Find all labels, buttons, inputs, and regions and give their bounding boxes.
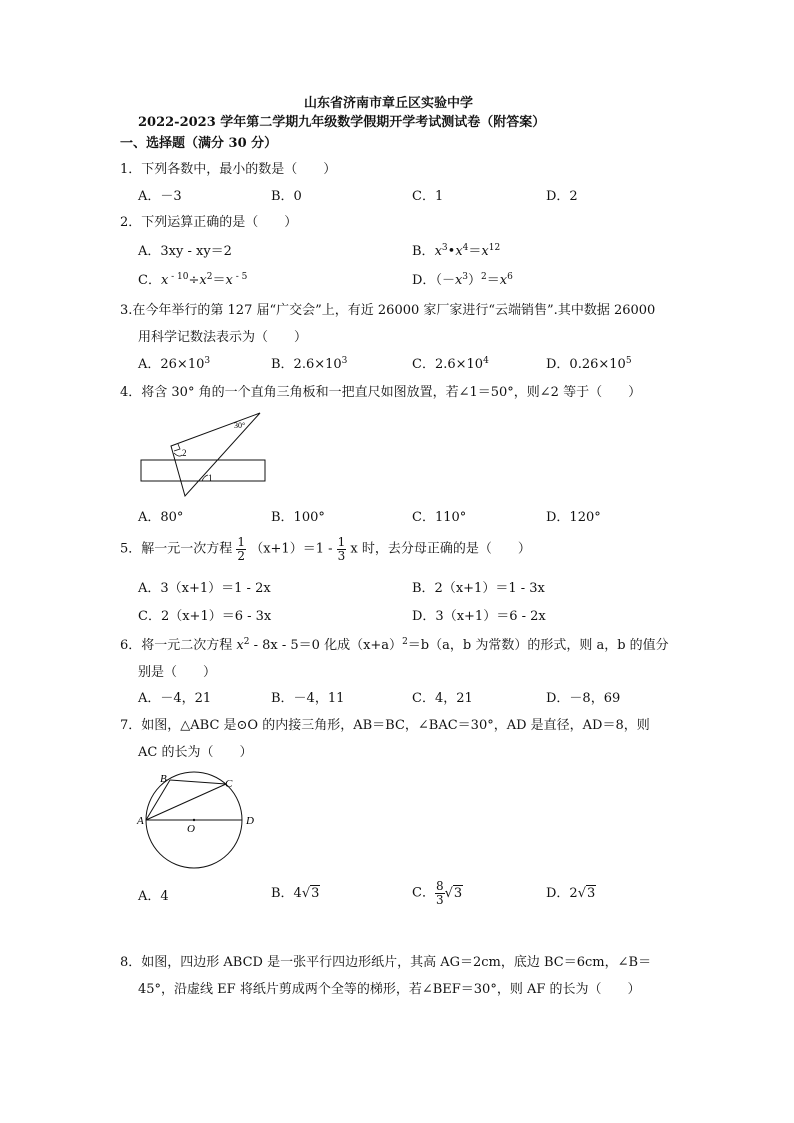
- q5-fraction-half: $\frac{1}{2}$: [237, 535, 246, 563]
- q4-stem: 4．将含 30° 角的一个直角三角板和一把直尺如图放置，若∠1＝50°，则∠2 等于（ ）: [120, 385, 642, 400]
- q6-option-d: D．－8，69: [546, 691, 621, 706]
- q1-option-b: B．0: [271, 189, 302, 204]
- fig7-label-b: B: [160, 773, 167, 785]
- q6-stem-line2: 别是（ ）: [138, 665, 217, 680]
- fig4-label-30: 30°: [234, 421, 246, 430]
- q5-option-c: C．2（x+1）＝6 - 3x: [138, 609, 272, 624]
- q3-stem-line2: 用科学记数法表示为（ ）: [138, 330, 308, 345]
- q6-option-a: A．－4，21: [138, 691, 212, 706]
- q5-option-b: B．2（x+1）＝1 - 3x: [412, 581, 545, 596]
- q7-option-c: C． $\frac{8}{3}$ √3: [412, 879, 463, 907]
- fig7-label-d: D: [246, 815, 254, 827]
- q1-option-c: C．1: [412, 189, 444, 204]
- q8-stem-line1: 8．如图，四边形 ABCD 是一张平行四边形纸片，其高 AG＝2cm，底边 BC＝6cm，∠B＝: [120, 955, 652, 970]
- q8-stem-line2: 45°，沿虚线 EF 将纸片剪成两个全等的梯形，若∠BEF＝30°，则 AF 的长为（ ）: [138, 982, 641, 997]
- fig4-label-2: 2: [182, 448, 187, 458]
- q3-option-c: C．$2.6\times 10^4$: [412, 356, 489, 372]
- q2-option-c: C．x $^{- 10}\div x^2=x$ $^{- 5}$: [138, 272, 248, 288]
- q4-option-b: B．100°: [271, 510, 325, 525]
- fig7-label-o: O: [187, 823, 195, 835]
- q2-option-a: A．3xy - xy＝2: [138, 244, 232, 259]
- fig4-label-1: 1: [208, 473, 213, 483]
- q4-triangle-ruler-figure: [138, 408, 270, 500]
- q2-option-b: B．$x^3•x^4=x^{12}$: [412, 243, 501, 259]
- q6-stem-line1: 6．将一元二次方程 $x^2 - 8x - 5=0$ 化成$(x+a)^2=b(a$，b 为常数）的形式，则 a，b 的值分: [120, 637, 669, 653]
- q7-option-a: A．4: [138, 889, 169, 904]
- q4-option-d: D．120°: [546, 510, 601, 525]
- q5-option-a: A．3（x+1）＝1 - 2x: [138, 581, 271, 596]
- exam-title: 2022-2023 学年第二学期九年级数学假期开学考试测试卷（附答案）: [138, 115, 546, 130]
- fig7-label-a: A: [137, 815, 144, 827]
- q1-option-a: A．－3: [138, 189, 182, 204]
- q7-option-b: B．4√3: [271, 886, 320, 901]
- ruler-shape: [141, 460, 265, 481]
- q7-stem-line1: 7．如图，△ABC 是⊙O 的内接三角形，AB＝BC，∠BAC＝30°，AD 是直径，AD＝8，则: [120, 718, 650, 733]
- q5-option-d: D．3（x+1）＝6 - 2x: [412, 609, 546, 624]
- q6-option-c: C．4，21: [412, 691, 473, 706]
- q4-option-c: C．110°: [412, 510, 467, 525]
- q7-stem-line2: AC 的长为（ ）: [138, 745, 253, 760]
- q1-option-d: D．2: [546, 189, 578, 204]
- q6-option-b: B．－4，11: [271, 691, 345, 706]
- q3-option-a: A．$26\times 10^3$: [138, 356, 211, 372]
- q1-stem: 1．下列各数中，最小的数是（ ）: [120, 162, 337, 177]
- q3-stem-line1: 3.在今年举行的第 127 届“广交会”上，有近 26000 家厂家进行“云端销售”.其中数据 26000: [120, 303, 656, 318]
- q3-option-d: D．$0.26\times 10^5$: [546, 356, 632, 372]
- q2-option-d: D．$(-x^3)^2=x^6$: [412, 272, 513, 288]
- q7-circle-figure: [136, 770, 266, 874]
- q4-option-a: A．80°: [138, 510, 184, 525]
- q5-stem: 5．解一元一次方程 $\frac{1}{2}$ （x+1）＝1 - $\frac{1}{3}$ x 时，去分母正确的是（ ）: [120, 535, 531, 563]
- q2-stem: 2．下列运算正确的是（ ）: [120, 215, 298, 230]
- school-name: 山东省济南市章丘区实验中学: [304, 96, 474, 111]
- q5-fraction-third: $\frac{1}{3}$: [337, 535, 346, 563]
- q3-option-b: B．$2.6\times 10^3$: [271, 356, 348, 372]
- section-title: 一、选择题（满分 30 分）: [120, 136, 278, 151]
- q7-option-d: D．2√3: [546, 886, 596, 901]
- fig7-label-c: C: [225, 778, 233, 790]
